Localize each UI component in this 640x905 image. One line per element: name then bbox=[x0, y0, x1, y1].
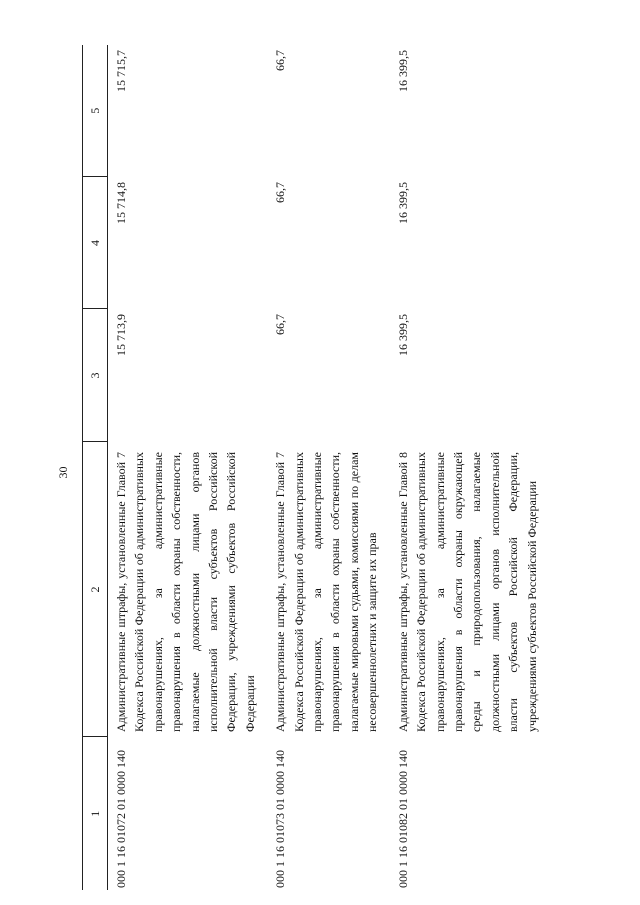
budget-table bbox=[82, 45, 549, 890]
amount-col3: 16 399,5 bbox=[395, 314, 410, 356]
amount-col4: 16 399,5 bbox=[395, 182, 410, 224]
classification-code: 000 1 16 01073 01 0000 140 bbox=[273, 750, 288, 888]
table-row bbox=[390, 45, 549, 890]
table-row bbox=[108, 45, 268, 890]
amount-col4: 66,7 bbox=[273, 182, 288, 203]
classification-code: 000 1 16 01072 01 0000 140 bbox=[114, 750, 128, 888]
column-header-1: 1 bbox=[83, 737, 108, 890]
column-header-2: 2 bbox=[83, 442, 108, 737]
column-header-3: 3 bbox=[83, 309, 108, 442]
classification-code: 000 1 16 01082 01 0000 140 bbox=[395, 750, 410, 888]
amount-col3: 15 713,9 bbox=[114, 314, 128, 356]
income-description: Административные штрафы, установленные Главой 8 Кодекса Российской Федерации об административных правонарушениях, за административные правонарушения в области охраны окружающей среды и природопользования, налагаемые должностными лицами органов исполнительной власти субъектов Российской Федерации, учреждениями субъектов Российской Федерации bbox=[395, 452, 539, 732]
table-header-row bbox=[83, 45, 108, 890]
amount-col4: 15 714,8 bbox=[114, 182, 128, 224]
income-description: Административные штрафы, установленные Главой 7 Кодекса Российской Федерации об административных правонарушениях, за административные правонарушения в области охраны собственности, налагаемые должностными лицами органов исполнительной власти субъектов Российской Федерации, учреждениями субъектов Российской Федерации bbox=[114, 452, 257, 732]
amount-col3: 66,7 bbox=[273, 314, 288, 335]
column-header-5: 5 bbox=[83, 45, 108, 177]
table-row bbox=[267, 45, 389, 890]
rotated-page bbox=[55, 45, 580, 900]
amount-col5: 66,7 bbox=[273, 50, 288, 71]
income-description: Административные штрафы, установленные Главой 7 Кодекса Российской Федерации об административных правонарушениях, за административные правонарушения в области охраны собственности, налагаемые мировыми судьями, комиссиями по делам несовершеннолетних и защите их прав bbox=[273, 452, 380, 732]
column-header-4: 4 bbox=[83, 177, 108, 309]
amount-col5: 15 715,7 bbox=[114, 50, 128, 92]
page-number: 30 bbox=[56, 466, 70, 479]
amount-col5: 16 399,5 bbox=[395, 50, 410, 92]
